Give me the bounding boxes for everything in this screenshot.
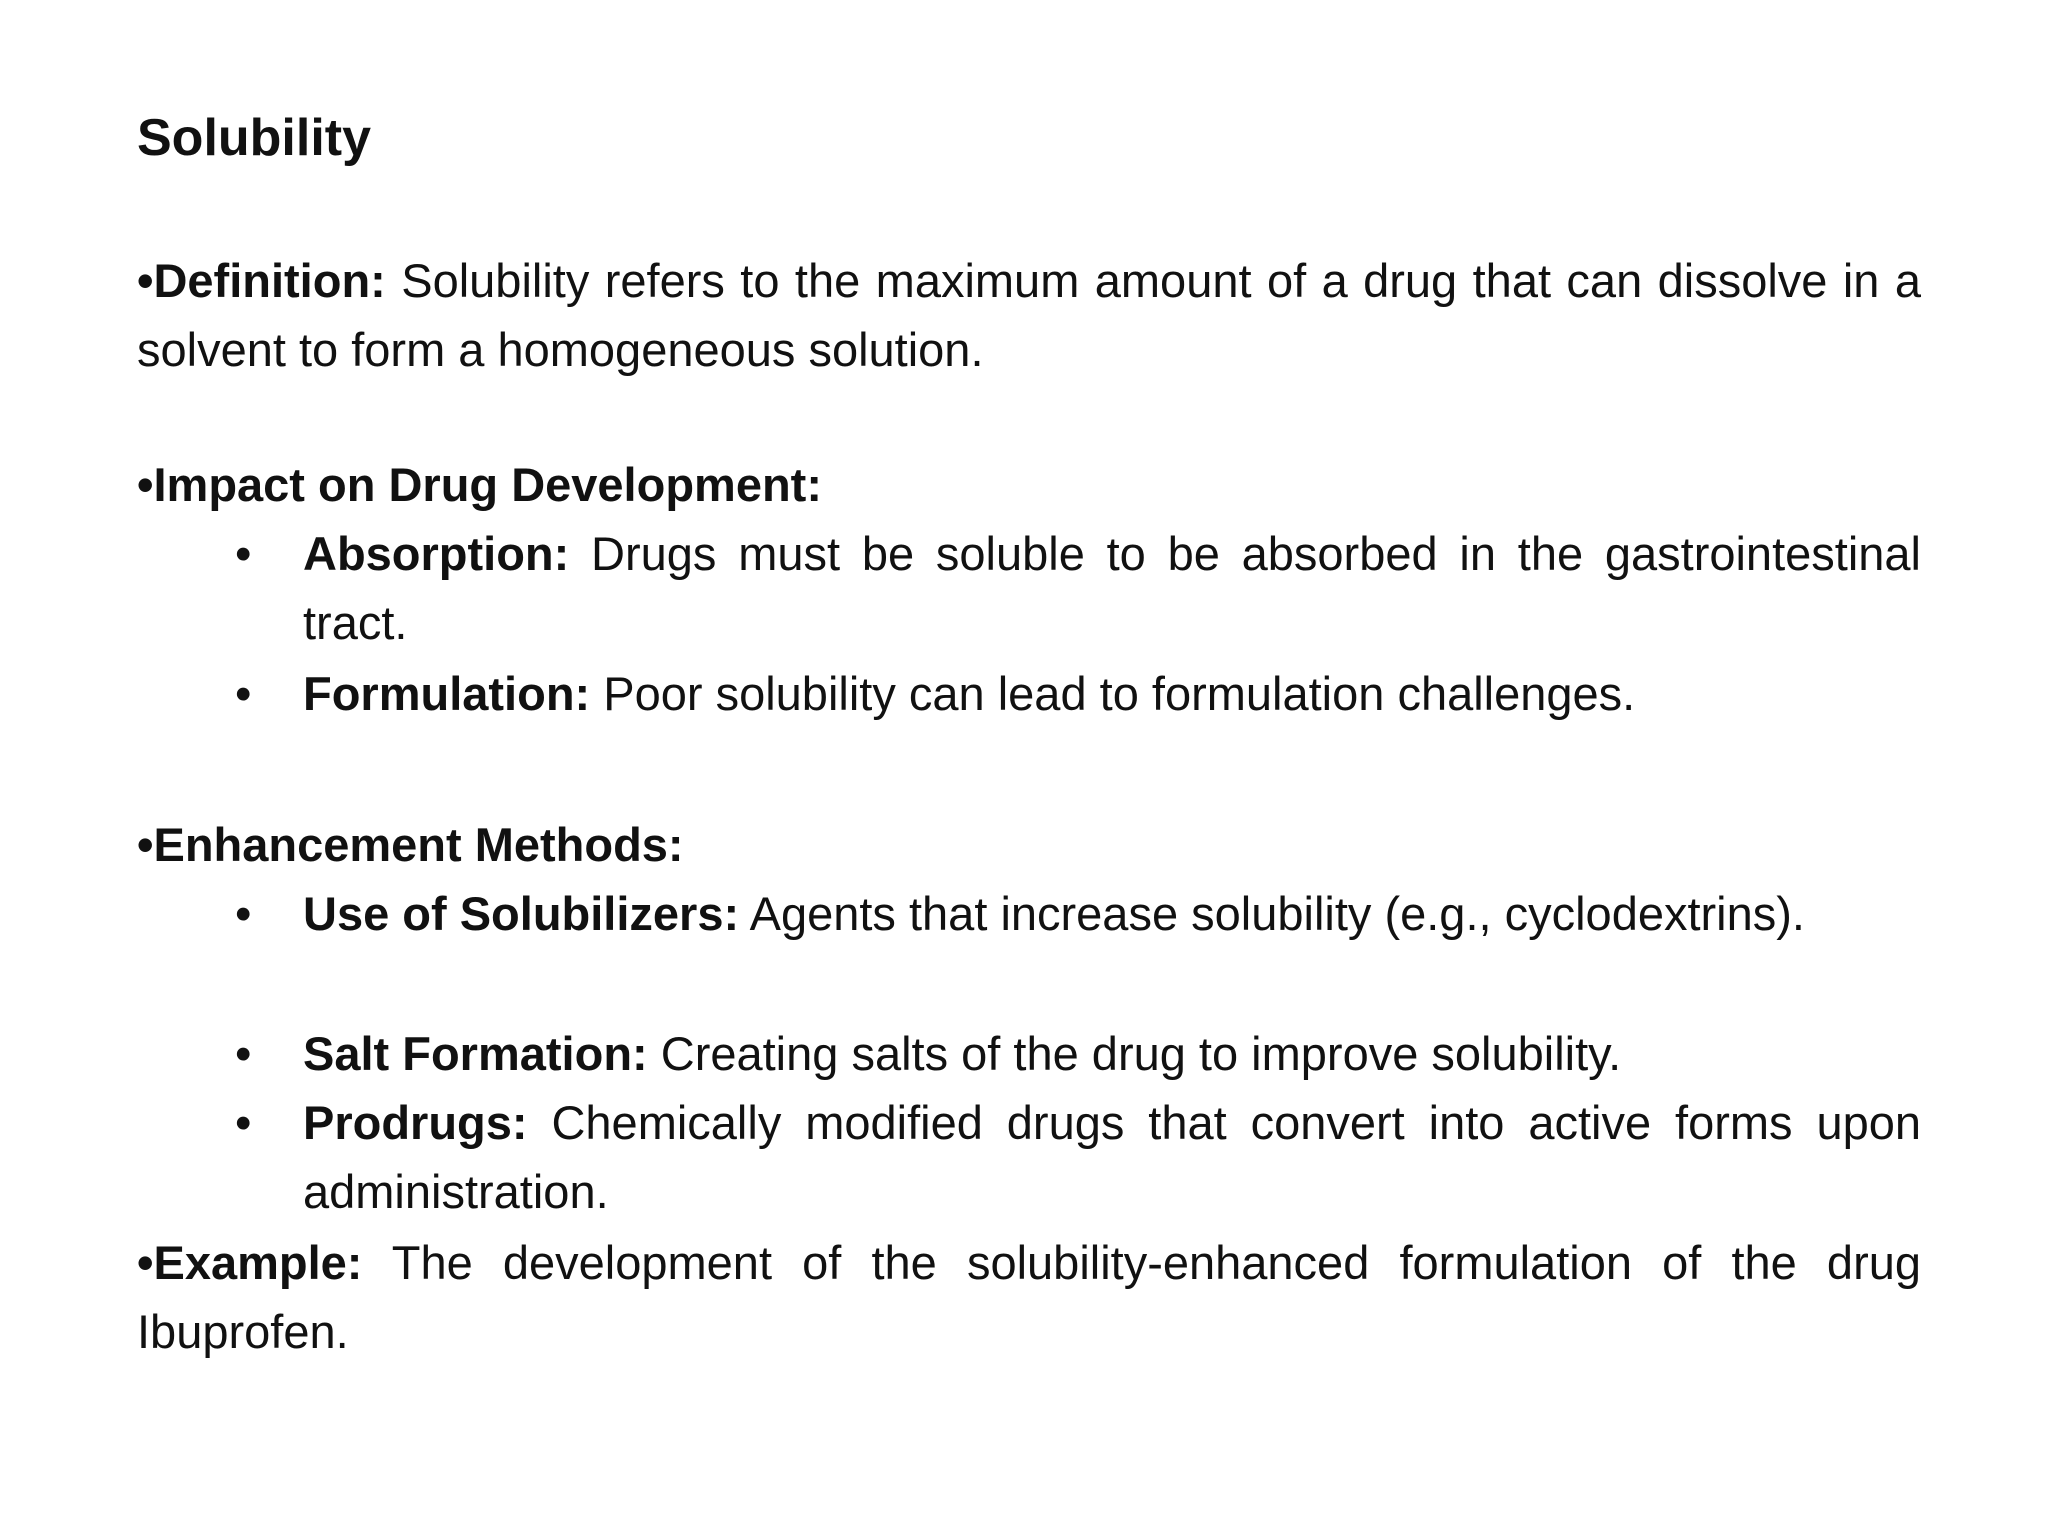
impact-item-text: Drugs must be soluble to be absorbed in the gastrointestinal tract. — [303, 527, 1921, 649]
enhancement-item-label: Prodrugs: — [303, 1096, 528, 1149]
enhancement-item-prodrugs — [235, 1088, 1921, 1226]
enhancement-heading-label: Enhancement Methods: — [153, 818, 684, 871]
bullet-icon: • — [235, 1027, 252, 1080]
slide-title: Solubility — [137, 109, 371, 167]
impact-heading-label: Impact on Drug Development: — [153, 458, 822, 511]
enhancement-item-text: Chemically modified drugs that convert into active forms upon administration. — [303, 1096, 1921, 1218]
bullet-icon: • — [137, 818, 154, 871]
impact-item-absorption — [235, 519, 1921, 657]
bullet-icon: • — [235, 527, 252, 580]
enhancement-item-salt-formation — [235, 1019, 1921, 1088]
bullet-icon: • — [235, 667, 252, 720]
enhancement-item-label: Salt Formation: — [303, 1027, 648, 1080]
enhancement-item-text: Agents that increase solubility (e.g., cyclodextrins). — [739, 887, 1805, 940]
bullet-icon: • — [137, 254, 154, 307]
impact-item-label: Absorption: — [303, 527, 570, 580]
impact-heading — [137, 450, 1921, 519]
impact-item-formulation — [235, 659, 1921, 728]
impact-item-label: Formulation: — [303, 667, 591, 720]
bullet-icon: • — [137, 458, 154, 511]
enhancement-item-text: Creating salts of the drug to improve solubility. — [647, 1027, 1622, 1080]
enhancement-heading — [137, 810, 1921, 879]
definition-text: Solubility refers to the maximum amount of a drug that can dissolve in a solvent to form a homogeneous solution. — [137, 254, 1921, 376]
example-label: Example: — [153, 1236, 363, 1289]
bullet-icon: • — [137, 1236, 154, 1289]
enhancement-item-solubilizers — [235, 879, 1921, 948]
example-paragraph — [137, 1228, 1921, 1366]
bullet-icon: • — [235, 1096, 252, 1149]
enhancement-item-label: Use of Solubilizers: — [303, 887, 740, 940]
definition-paragraph — [137, 246, 1921, 384]
bullet-icon: • — [235, 887, 252, 940]
definition-label: Definition: — [153, 254, 386, 307]
example-text: The development of the solubility-enhanced formulation of the drug Ibuprofen. — [137, 1236, 1921, 1358]
impact-item-text: Poor solubility can lead to formulation challenges. — [590, 667, 1636, 720]
